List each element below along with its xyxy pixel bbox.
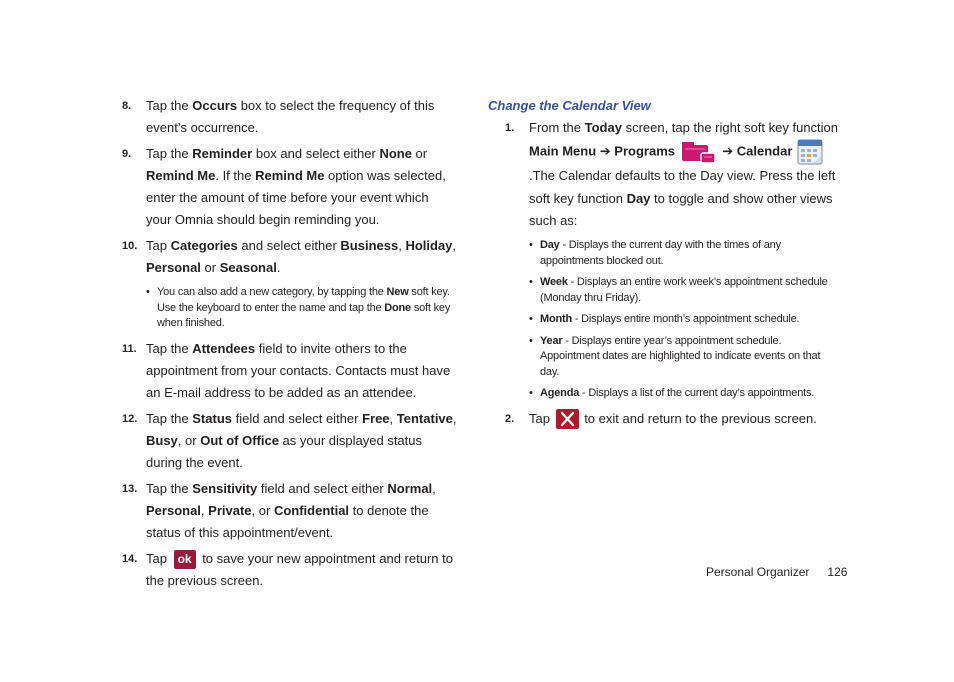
step-text: . xyxy=(276,260,281,276)
step-14 xyxy=(122,548,457,593)
step-text: box to select the frequency of this event’s occurrence. xyxy=(146,98,435,136)
section-heading: Change the Calendar View xyxy=(488,98,651,113)
note-text: soft key. Use the keyboard to enter the name and tap the xyxy=(157,286,450,314)
step-text: Tap the xyxy=(146,340,193,356)
bold-term: Attendees xyxy=(192,340,256,356)
bullet-text: - Displays an entire work week’s appointment schedule (Monday thru Friday). xyxy=(540,276,828,304)
step-text: , xyxy=(432,480,436,496)
bold-term: Programs xyxy=(614,143,675,159)
step-number: 12. xyxy=(122,412,138,425)
step-text: From the xyxy=(529,120,585,135)
step-text: screen, tap the right soft key function xyxy=(621,120,839,135)
bold-term: Personal xyxy=(146,502,201,518)
page-footer xyxy=(706,564,847,580)
step-text: or xyxy=(200,260,220,276)
step-text: .The Calendar defaults to the Day view. Press the left soft key function xyxy=(529,168,836,206)
step-text: Tap xyxy=(146,550,171,566)
bold-term: Tentative xyxy=(396,410,453,426)
step-text: Tap xyxy=(529,410,554,426)
step-text: field and select either xyxy=(257,480,388,496)
bullet-text: - Displays the current day with the times of any appointments blocked out. xyxy=(540,239,781,267)
ok-button-icon: ok xyxy=(174,550,196,569)
step-13 xyxy=(122,478,457,545)
step-text: field to invite others to the appointment from your contacts. Contacts must have an E-mail address to be added as an attendee. xyxy=(146,340,451,401)
bold-term: Remind Me xyxy=(255,167,325,183)
bullet-dot: • xyxy=(529,276,533,289)
bold-term: Normal xyxy=(387,480,433,496)
view-bullet-year xyxy=(529,334,838,381)
bold-term: Confidential xyxy=(273,502,350,518)
step-number: 9. xyxy=(122,147,132,160)
bullet-text: - Displays entire month’s appointment schedule. xyxy=(571,313,800,326)
view-bullet-week xyxy=(529,275,838,306)
step-10 xyxy=(122,235,457,280)
right-column xyxy=(488,95,838,430)
bold-term: Seasonal xyxy=(219,260,277,276)
step-text: . If the xyxy=(215,167,256,183)
step-text: box and select either xyxy=(252,145,380,161)
bold-term: Reminder xyxy=(192,145,253,161)
bold-term: Calendar xyxy=(736,143,793,159)
step-text: to denote the status of this appointment/event. xyxy=(146,502,429,541)
section-name: Personal Organizer xyxy=(706,565,810,579)
step-text: , xyxy=(389,410,397,426)
step-text: to toggle and show other views such as: xyxy=(529,190,833,228)
step-text: or xyxy=(411,145,428,161)
bullet-dot: • xyxy=(146,286,150,299)
arrow: ➔ xyxy=(718,143,737,159)
step-number: 8. xyxy=(122,100,132,112)
arrow: ➔ xyxy=(596,143,615,159)
step-text: , xyxy=(452,410,457,426)
step-text: Tap the xyxy=(146,145,193,161)
calendar-icon xyxy=(797,139,823,165)
bold-term: Day xyxy=(626,190,651,206)
left-column xyxy=(122,95,457,592)
step-12 xyxy=(122,408,457,475)
bullet-dot: • xyxy=(529,313,533,326)
step-text: , xyxy=(452,237,457,253)
step-number: 10. xyxy=(122,239,138,252)
step-1 xyxy=(488,117,838,232)
bold-term: Remind Me xyxy=(146,167,216,183)
step-text: , xyxy=(200,502,209,518)
bold-term: Done xyxy=(384,301,411,314)
step-text: field and select either xyxy=(232,410,363,426)
view-bullet-month xyxy=(529,312,838,328)
category-note xyxy=(146,285,457,332)
close-x-icon xyxy=(556,409,579,429)
bold-term: None xyxy=(379,145,412,161)
step-8 xyxy=(122,95,457,140)
step-text: Tap the xyxy=(146,98,193,113)
step-text: Tap the xyxy=(146,410,193,426)
bold-term: Free xyxy=(362,410,390,426)
view-bullet-agenda xyxy=(529,386,838,402)
bold-term: Status xyxy=(192,410,232,426)
bold-term: Day xyxy=(540,239,560,252)
bold-term: Occurs xyxy=(192,98,238,113)
bullet-dot: • xyxy=(529,239,533,252)
step-text: to save your new appointment and return to the previous screen. xyxy=(146,550,453,588)
step-text: and select either xyxy=(237,237,341,253)
step-number: 11. xyxy=(122,342,137,355)
step-text: Tap the xyxy=(146,480,193,496)
note-text: soft key when finished. xyxy=(157,301,451,330)
programs-folder-icon xyxy=(681,140,717,164)
step-number: 14. xyxy=(122,552,138,565)
step-text: to exit and return to the previous screen. xyxy=(580,410,817,426)
step-text: as your displayed status during the event. xyxy=(146,433,422,471)
step-text: , or xyxy=(177,433,201,449)
step-number: 2. xyxy=(505,412,515,425)
bullet-text: - Displays entire year’s appointment schedule. Appointment dates are highlighted to indicate events on that day. xyxy=(540,334,821,378)
bold-term: Personal xyxy=(146,260,201,276)
bold-term: Busy xyxy=(146,433,178,449)
bold-term: Sensitivity xyxy=(192,480,258,496)
step-text: Tap xyxy=(146,237,171,253)
bullet-dot: • xyxy=(529,334,533,347)
bold-term: Week xyxy=(540,276,568,289)
bullet-dot: • xyxy=(529,387,533,400)
bullet-text: - Displays a list of the current day’s appointments. xyxy=(579,387,815,400)
bold-term: Agenda xyxy=(540,387,580,400)
bold-term: Business xyxy=(340,237,399,253)
step-9 xyxy=(122,143,457,232)
step-number: 13. xyxy=(122,482,138,495)
step-text: option was selected, enter the amount of time before your event which your Omnia should begin reminding you. xyxy=(146,167,446,228)
bold-term: Out of Office xyxy=(200,433,279,449)
bold-term: Month xyxy=(540,313,572,326)
bold-term: Main Menu xyxy=(529,143,597,159)
note-text: You can also add a new category, by tapping the xyxy=(157,286,387,299)
view-bullet-day xyxy=(529,238,838,269)
step-text: , xyxy=(398,237,406,253)
bold-term: Private xyxy=(208,502,252,518)
bold-term: Holiday xyxy=(405,237,453,253)
step-text: , or xyxy=(251,502,274,518)
bold-term: Categories xyxy=(170,237,238,253)
step-2 xyxy=(488,408,838,430)
step-number: 1. xyxy=(505,122,515,134)
step-11 xyxy=(122,338,457,405)
bold-term: Today xyxy=(584,120,622,135)
bold-term: New xyxy=(386,286,409,299)
bold-term: Year xyxy=(540,334,563,347)
page-number: 126 xyxy=(827,565,848,579)
